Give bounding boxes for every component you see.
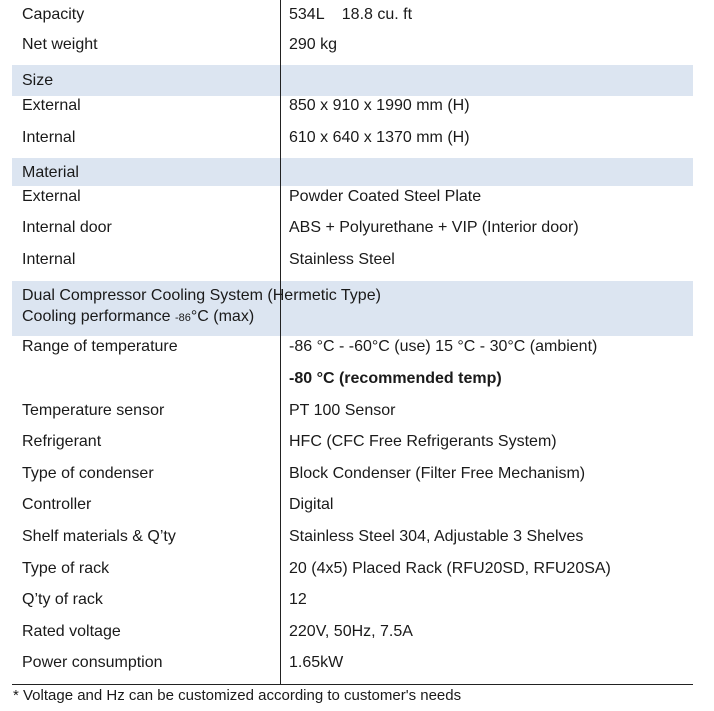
spec-value: Stainless Steel 304, Adjustable 3 Shelves: [289, 528, 584, 545]
footnote: * Voltage and Hz can be customized according to customer's needs: [13, 687, 462, 704]
section-heading: Material: [22, 164, 79, 181]
spec-value: ABS + Polyurethane + VIP (Interior door): [289, 219, 579, 236]
spec-value: 850 x 910 x 1990 mm (H): [289, 97, 470, 114]
spec-label: Internal door: [22, 219, 112, 236]
spec-value: HFC (CFC Free Refrigerants System): [289, 433, 557, 450]
spec-label: External: [22, 188, 81, 205]
spec-value: 610 x 640 x 1370 mm (H): [289, 129, 470, 146]
spec-value: Block Condenser (Filter Free Mechanism): [289, 465, 586, 482]
spec-value: -86 °C - -60°C (use) 15 °C - 30°C (ambient): [289, 338, 598, 355]
table-bottom-rule: [12, 684, 693, 685]
spec-value: Digital: [289, 496, 334, 513]
spec-label: Net weight: [22, 36, 98, 53]
spec-label: Type of condenser: [22, 465, 154, 482]
section-heading-line2: [22, 307, 254, 328]
section-heading: Size: [22, 72, 54, 89]
spec-label: Range of temperature: [22, 338, 178, 355]
spec-label: Shelf materials & Q’ty: [22, 528, 176, 545]
spec-value: 290 kg: [289, 36, 338, 53]
spec-label: Capacity: [22, 6, 85, 23]
spec-label: Internal: [22, 251, 76, 268]
spec-value: 20 (4x5) Placed Rack (RFU20SD, RFU20SA): [289, 560, 611, 577]
spec-label: Q’ty of rack: [22, 591, 103, 608]
cooling-performance-text: Cooling performance: [22, 308, 175, 325]
spec-value: 534L 18.8 cu. ft: [289, 6, 413, 23]
spec-label: Temperature sensor: [22, 402, 165, 419]
spec-value: 220V, 50Hz, 7.5A: [289, 623, 413, 640]
spec-value: 12: [289, 591, 307, 608]
spec-value: Stainless Steel: [289, 251, 395, 268]
recommended-temp-value: -80 °C (recommended temp): [289, 370, 502, 387]
section-heading: Dual Compressor Cooling System (Hermetic Type): [22, 287, 381, 304]
spec-label: Controller: [22, 496, 92, 513]
spec-value: 1.65kW: [289, 654, 344, 671]
spec-label: Power consumption: [22, 654, 163, 671]
spec-value: Powder Coated Steel Plate: [289, 188, 482, 205]
size-section-band: [12, 65, 693, 96]
spec-label: External: [22, 97, 81, 114]
cooling-performance-unit: °C (max): [190, 308, 255, 325]
cooling-performance-value: -86: [174, 312, 191, 324]
spec-label: Internal: [22, 129, 76, 146]
spec-value: PT 100 Sensor: [289, 402, 396, 419]
spec-label: Refrigerant: [22, 433, 102, 450]
column-divider: [280, 0, 281, 684]
spec-label: Type of rack: [22, 560, 110, 577]
spec-label: Rated voltage: [22, 623, 121, 640]
material-section-band: [12, 158, 693, 186]
